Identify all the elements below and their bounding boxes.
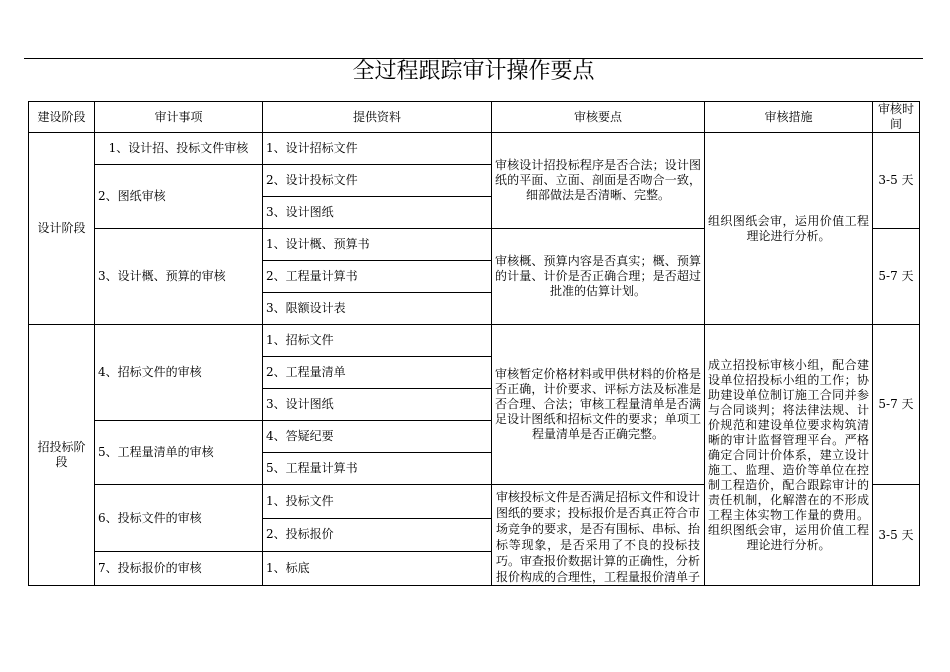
time-cell: 3-5 天 — [873, 133, 920, 229]
table-header-row — [29, 102, 920, 133]
material-item: 1、标底 — [263, 552, 492, 586]
time-cell: 3-5 天 — [873, 485, 920, 586]
measure-cell: 组织图纸会审，运用价值工程理论进行分析。 — [705, 133, 873, 325]
material-item: 3、设计图纸 — [263, 389, 492, 421]
material-item: 1、设计概、预算书 — [263, 229, 492, 261]
page-title: 全过程跟踪审计操作要点 — [352, 59, 595, 84]
audit-item: 1、设计招、投标文件审核 — [95, 133, 263, 165]
key-point-cell: 审核暂定价格材料或甲供材料的价格是否正确，计价要求、评标方法及标准是否合理、合法；审核工程量清单是否满足设计图纸和招标文件的要求；单项工程量清单是否正确完整。 — [492, 325, 705, 485]
table-row — [29, 325, 920, 357]
audit-table — [28, 101, 920, 586]
header-stage: 建设阶段 — [29, 102, 95, 133]
key-point-cell: 审核概、预算内容是否真实；概、预算的计量、计价是否正确合理；是否超过批准的估算计划。 — [492, 229, 705, 325]
table-row — [29, 133, 920, 165]
material-item: 2、工程量清单 — [263, 357, 492, 389]
material-item: 1、设计招标文件 — [263, 133, 492, 165]
audit-item: 7、投标报价的审核 — [95, 552, 263, 586]
material-item: 1、招标文件 — [263, 325, 492, 357]
material-item: 3、设计图纸 — [263, 197, 492, 229]
header-time: 审核时间 — [873, 102, 920, 133]
audit-item: 2、图纸审核 — [95, 165, 263, 229]
material-item: 3、限额设计表 — [263, 293, 492, 325]
key-point-text: 审核投标文件是否满足招标文件和设计图纸的要求；投标报价是否真正符合市场竞争的要求，是否有围标、串标、抬标等现象，是否采用了不良的投标技巧。审查报价数据计算的正确性，分析报价构成的合理性，工程量报价清单子 — [496, 490, 701, 584]
measure-cell: 成立招投标审核小组，配合建设单位招投标小组的工作；协助建设单位制订施工合同并参与合同谈判；将法律法规、计价规范和建设单位要求构筑清晰的审计监督管理平台。严格确定合同计价体系，建立设计施工、监理、造价等单位在控制工程造价，配合跟踪审计的责任机制，化解潜在的不形成工程主体实物工作量的费用。组织图纸会审，运用价值工程理论进行分析。 — [705, 325, 873, 586]
stage-design: 设计阶段 — [29, 133, 95, 325]
header-key-points: 审核要点 — [492, 102, 705, 133]
material-item: 1、投标文件 — [263, 485, 492, 519]
header-item: 审计事项 — [95, 102, 263, 133]
header-measures: 审核措施 — [705, 102, 873, 133]
time-cell: 5-7 天 — [873, 325, 920, 485]
key-point-cell: 审核设计招投标程序是否合法；设计图纸的平面、立面、剖面是否吻合一致，细部做法是否清晰、完整。 — [492, 133, 705, 229]
time-cell: 5-7 天 — [873, 229, 920, 325]
audit-item: 3、设计概、预算的审核 — [95, 229, 263, 325]
material-item: 4、答疑纪要 — [263, 421, 492, 453]
material-item: 2、设计投标文件 — [263, 165, 492, 197]
audit-item: 5、工程量清单的审核 — [95, 421, 263, 485]
audit-item: 6、投标文件的审核 — [95, 485, 263, 552]
header-materials: 提供资料 — [263, 102, 492, 133]
material-item: 2、投标报价 — [263, 518, 492, 552]
material-item: 2、工程量计算书 — [263, 261, 492, 293]
key-point-cell — [492, 485, 705, 586]
material-item: 5、工程量计算书 — [263, 453, 492, 485]
stage-bidding: 招投标阶段 — [29, 325, 95, 586]
audit-item: 4、招标文件的审核 — [95, 325, 263, 421]
